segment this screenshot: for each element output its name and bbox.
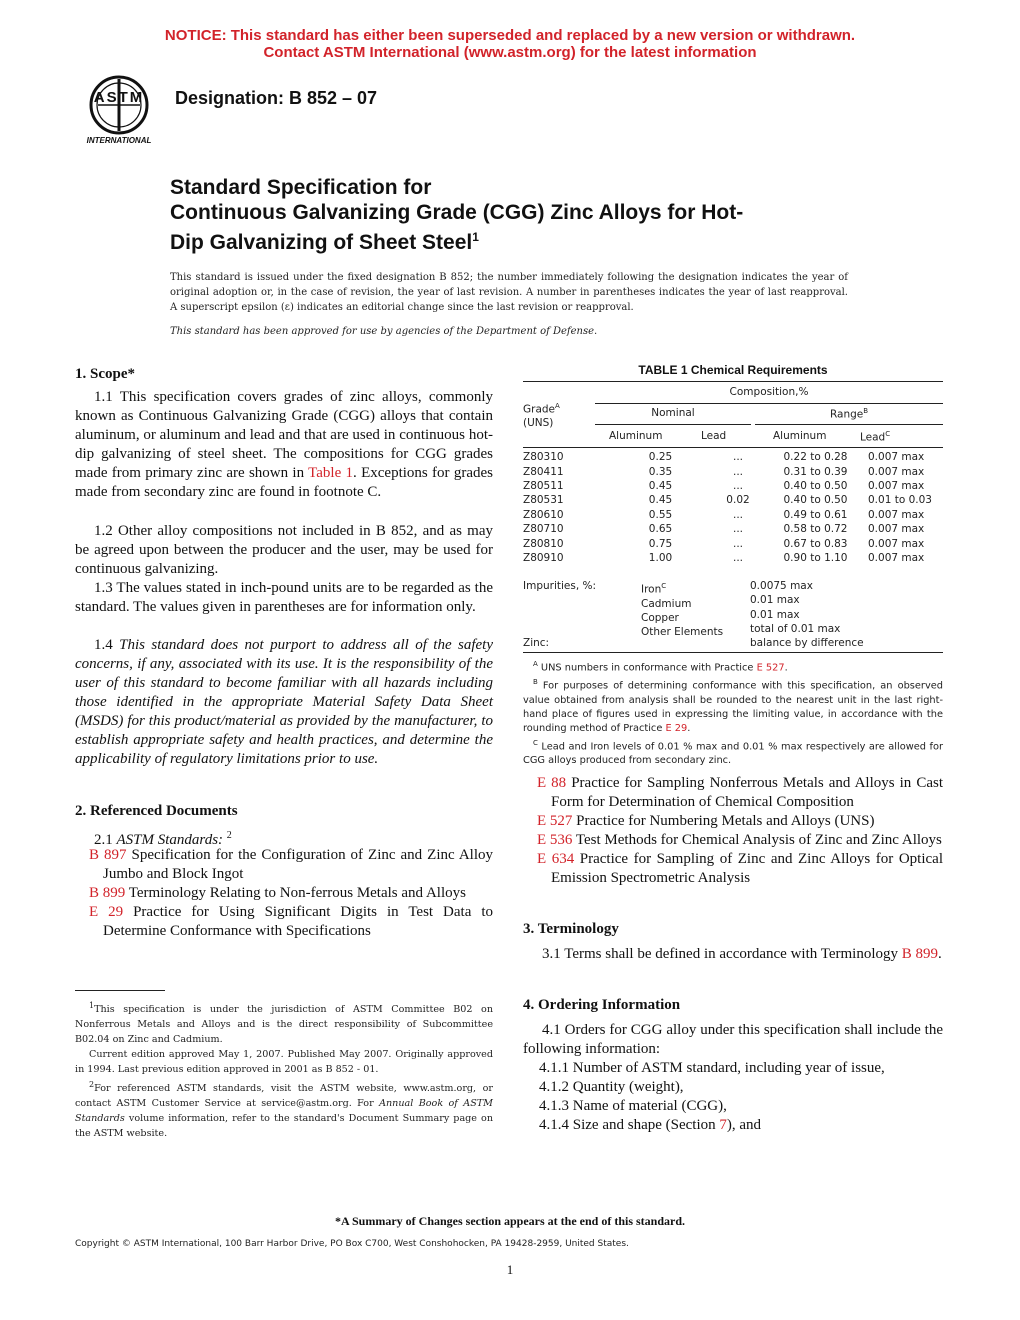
reference-e536: E 536 Test Methods for Chemical Analysis of Zinc and Zinc Alloys: [537, 832, 942, 848]
para-1-2: 1.2 Other alloy compositions not included in B 852, and as may be agreed upon between the producer and the user, may be used for continuous galvanizing.: [75, 523, 493, 577]
impurity-value: 0.01 max: [750, 608, 800, 621]
section-2-heading: 2. Referenced Documents: [75, 803, 238, 819]
para-1-4: 1.4 This standard does not purport to address all of the safety concerns, if any, associated with its use. It is the responsibility of the user of this standard to become familiar with all hazards including those identified in the appropriate Material Safety Data Sheet (MSDS) for this product/material as provided by the manufacturer, to establish appropriate safety and health practices, and determine the applicability of regulatory limitations prior to use.: [75, 637, 494, 767]
logo-text: ASTM: [93, 89, 145, 106]
impurity-name: Iron$^C$: [641, 582, 667, 596]
reference-e634: E 634 Practice for Sampling of Zinc and Zinc Alloys for Optical Emission Spectrometric Analysis: [537, 851, 943, 886]
impurity-value: total of 0.01 max: [750, 622, 841, 635]
issuance-statement: This standard is issued under the fixed designation B 852; the number immediately following the designation indicates the year of original adoption or, in the case of revision, the year of last revision. A number in parentheses indicates the year of last reapproval. A superscript epsilon (ε) indicates an editorial change since the last revision or reapproval.: [170, 272, 848, 313]
table-cell: 0.58 to 0.72: [783, 523, 848, 536]
table-row: [523, 508, 943, 522]
notice-line-2: Contact ASTM International (www.astm.org) for the latest information: [263, 44, 757, 61]
ordering-item-2: 4.1.2 Quantity (weight),: [539, 1079, 684, 1095]
table-cell: Z80610: [523, 508, 564, 521]
nominal-aluminum-header: Aluminum: [609, 430, 663, 442]
table-bottom-rule: [523, 652, 943, 653]
table-cell: Z80810: [523, 537, 564, 550]
table-cell: 0.007 max: [868, 551, 925, 564]
ordering-items: [523, 1059, 943, 1135]
impurity-name: Other Elements: [641, 626, 724, 639]
table-header: [523, 386, 943, 452]
table-cell: 0.31 to 0.39: [783, 465, 848, 478]
grade-header: Grade$^A$ (UNS): [523, 402, 560, 429]
impurity-value: 0.0075 max: [750, 580, 813, 592]
table-cell: Z80411: [523, 465, 564, 478]
footnote-divider: [75, 990, 165, 991]
table-cell: ...: [732, 551, 743, 564]
reference-e88: E 88 Practice for Sampling Nonferrous Metals and Alloys in Cast Form for Determination of Chemical Composition: [537, 775, 943, 810]
logo-subtext: INTERNATIONAL: [86, 136, 152, 145]
table-cell: 0.007 max: [868, 508, 925, 521]
para-1-3: 1.3 The values stated in inch-pound units are to be regarded as the standard. The values given in parentheses are for information only.: [75, 580, 493, 615]
nominal-header: Nominal: [651, 407, 695, 419]
table-cell: Z80710: [523, 523, 564, 536]
table-note-c: $^C$ Lead and Iron levels of 0.01 % max and 0.01 % max respectively are allowed for CGG alloys produced from secondary zinc.: [523, 738, 943, 766]
chemical-requirements-table: [523, 450, 943, 565]
impurity-value: 0.01 max: [750, 594, 800, 607]
table-cell: 0.40 to 0.50: [783, 494, 848, 507]
table-cell: Z80310: [523, 451, 564, 464]
impurities-label: Impurities, %:: [523, 580, 597, 592]
range-aluminum-header: Aluminum: [773, 430, 827, 442]
table-cell: 0.007 max: [868, 537, 925, 550]
para-2-1: 2.1 ASTM Standards: $^2$: [94, 830, 232, 848]
footnote-1-edition: Current edition approved May 1, 2007. Published May 2007. Originally approved in 1994. Last previous edition approved in 2001 as B 852 - 01.: [75, 1049, 493, 1076]
table-1-link[interactable]: Table 1: [308, 465, 354, 481]
reference-b899: B 899 Terminology Relating to Non-ferrous Metals and Alloys: [89, 885, 466, 901]
ordering-item-3: 4.1.3 Name of material (CGG),: [539, 1098, 727, 1114]
dod-approval: This standard has been approved for use by agencies of the Department of Defense.: [170, 326, 598, 337]
table-cell: 0.65: [648, 523, 673, 536]
table-row: [523, 464, 943, 478]
impurity-name: Cadmium: [641, 597, 692, 610]
table-cell: 0.25: [648, 451, 673, 464]
footnote-2: $^2$For referenced ASTM standards, visit the ASTM website, www.astm.org, or contact ASTM Customer Service at service@astm.org. For Annual Book of ASTM Standards volume information, refer to the standard's Document Summary page on the ASTM website.: [75, 1080, 493, 1140]
table-cell: 0.45: [648, 494, 673, 507]
table-cell: 0.35: [648, 465, 673, 478]
table-cell: Z80910: [523, 551, 564, 564]
table-cell: 0.75: [648, 537, 673, 550]
table-cell: Z80511: [523, 479, 564, 492]
notice-line-1: NOTICE: This standard has either been superseded and replaced by a new version or withdrawn.: [164, 27, 856, 44]
table-row: [523, 522, 943, 536]
ordering-item-1: 4.1.1 Number of ASTM standard, including year of issue,: [539, 1060, 885, 1076]
footnote-1: $^1$This specification is under the jurisdiction of ASTM Committee B02 on Nonferrous Metals and Alloys and is the direct responsibility of Subcommittee B02.04 on Zinc and Cadmium.: [75, 1001, 493, 1046]
impurity-name: Copper: [641, 612, 679, 625]
section-1-heading: 1. Scope*: [75, 366, 135, 382]
table-row: [523, 493, 943, 507]
astm-logo: [78, 73, 160, 151]
para-4-1: 4.1 Orders for CGG alloy under this specification shall include the following information:: [523, 1022, 943, 1057]
table-cell: ...: [732, 508, 743, 521]
table-cell: 0.007 max: [868, 465, 925, 478]
table-cell: ...: [732, 451, 743, 464]
table-cell: 0.007 max: [868, 523, 925, 536]
table-cell: ...: [732, 523, 743, 536]
reference-list-1: [75, 846, 493, 941]
title-line-1: Standard Specification for: [170, 176, 432, 199]
reference-e527: E 527 Practice for Numbering Metals and Alloys (UNS): [537, 813, 875, 829]
title-line-2: Continuous Galvanizing Grade (CGG) Zinc Alloys for Hot-: [170, 201, 744, 224]
table-cell: 0.007 max: [868, 479, 925, 492]
footnotes: [75, 998, 493, 1141]
table-cell: 0.22 to 0.28: [783, 451, 848, 464]
table-note-a: $^A$ UNS numbers in conformance with Practice E 527.: [533, 660, 788, 674]
reference-e29: E 29 Practice for Using Significant Digits in Test Data to Determine Conformance with Specifications: [89, 904, 493, 939]
document-title: [170, 175, 850, 255]
impurity-names: [641, 579, 723, 640]
table-cell: 0.01 to 0.03: [868, 494, 932, 507]
table-note-b: $^B$ For purposes of determining conformance with this specification, an observed value obtained from analysis shall be rounded to the nearest unit in the last right-hand place of figures used in expressing the limiting value, in accordance with the rounding method of Practice E 29.: [523, 678, 943, 734]
table-cell: 1.00: [648, 551, 673, 564]
impurity-values: [750, 579, 840, 636]
table-top-rule: [523, 381, 943, 382]
table-cell: 0.67 to 0.83: [783, 537, 848, 550]
ordering-item-4: 4.1.4 Size and shape (Section 7), and: [539, 1117, 762, 1133]
copyright: Copyright © ASTM International, 100 Barr Harbor Drive, PO Box C700, West Conshohocken, PA 19428-2959, United States.: [75, 1239, 629, 1249]
table-cell: 0.02: [726, 494, 750, 507]
zinc-value: balance by difference: [750, 637, 864, 649]
table-cell: 0.49 to 0.61: [783, 508, 848, 521]
table-header-rule: [523, 447, 943, 448]
para-1-1: 1.1 This specification covers grades of zinc alloys, commonly known as Continuous Galvanizing Grade (CGG) alloys that contain aluminum, or aluminum and lead and that are used in continuous hot-dip galvanizing of steel sheet. The compositions for CGG grades made from primary zinc are shown in Table 1. Exceptions for grades made from secondary zinc are found in footnote C.: [75, 389, 493, 500]
zinc-label: Zinc:: [523, 637, 550, 649]
nominal-lead-header: Lead: [701, 430, 727, 442]
table-row: [523, 450, 943, 464]
table-cell: 0.007 max: [868, 451, 925, 464]
designation: Designation: B 852 – 07: [175, 88, 378, 108]
table-row: [523, 551, 943, 565]
section-4-heading: 4. Ordering Information: [523, 997, 681, 1013]
table-notes: [523, 657, 943, 768]
range-header: Range$^B$: [829, 407, 869, 421]
table-body: [523, 450, 943, 565]
range-lead-header: Lead$^C$: [860, 430, 891, 444]
table-1-title: TABLE 1 Chemical Requirements: [638, 363, 828, 377]
page-number: 1: [506, 1262, 514, 1277]
superseded-notice: [0, 27, 1020, 61]
section-3-heading: 3. Terminology: [523, 921, 619, 937]
table-cell: ...: [732, 465, 743, 478]
reference-list-2: [523, 774, 943, 888]
table-cell: ...: [732, 479, 743, 492]
composition-header: Composition,%: [729, 386, 809, 398]
table-cell: 0.90 to 1.10: [783, 551, 848, 564]
reference-b897: B 897 Specification for the Configuration of Zinc and Zinc Alloy Jumbo and Block Ingot: [89, 847, 493, 882]
table-cell: 0.40 to 0.50: [783, 479, 848, 492]
table-cell: ...: [732, 537, 743, 550]
table-cell: 0.55: [648, 508, 673, 521]
title-line-3: Dip Galvanizing of Sheet Steel$^1$: [170, 230, 479, 254]
para-3-1: 3.1 Terms shall be defined in accordance with Terminology B 899.: [542, 946, 942, 962]
table-row: [523, 479, 943, 493]
summary-of-changes-note: *A Summary of Changes section appears at the end of this standard.: [334, 1214, 686, 1228]
table-cell: Z80531: [523, 494, 564, 507]
table-cell: 0.45: [648, 479, 673, 492]
table-row: [523, 536, 943, 550]
